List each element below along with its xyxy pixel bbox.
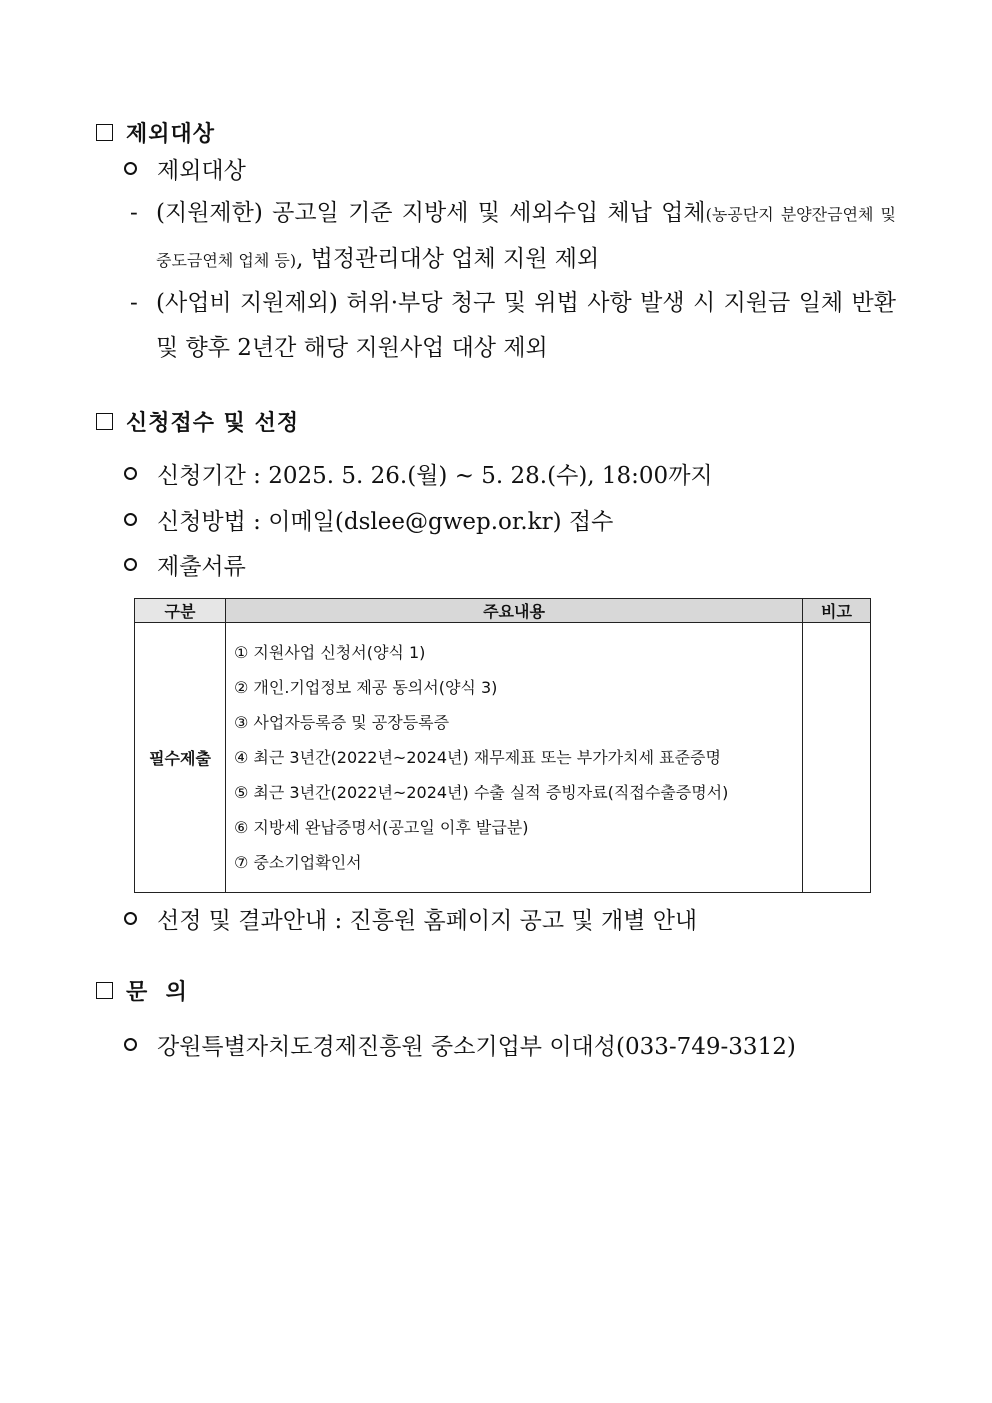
square-bullet-icon [96,124,113,141]
dash-text: (지원제한) 공고일 기준 지방세 및 세외수입 체납 업체 [156,200,706,226]
bullet-text: 신청방법 : 이메일(dslee@gwep.or.kr) 접수 [157,509,614,535]
document-item: ① 지원사업 신청서(양식 1) [234,643,426,662]
document-item: ⑥ 지방세 완납증명서(공고일 이후 발급분) [234,818,529,837]
section-title: 문 의 [126,980,188,1005]
bullet-documents [124,548,246,581]
dash-marker: - [130,290,138,316]
section-exclusion-heading [96,117,215,148]
document-item: ③ 사업자등록증 및 공장등록증 [234,713,450,732]
bullet-text: 선정 및 결과안내 : 진흥원 홈페이지 공고 및 개별 안내 [157,908,698,934]
content-cell [226,623,803,893]
bullet-application-period [124,457,713,490]
section-inquiry-heading [96,975,188,1006]
document-item: ⑤ 최근 3년간(2022년~2024년) 수출 실적 증빙자료(직접수출증명서) [234,783,729,802]
bullet-contact [124,1028,796,1061]
col-header-content: 주요내용 [226,599,803,623]
dash-text: (사업비 지원제외) 허위·부당 청구 및 위법 사항 발생 시 지원금 일체 반환 및 향후 2년간 해당 지원사업 대상 제외 [156,290,896,361]
bullet-text: 신청기간 : 2025. 5. 26.(월) ~ 5. 28.(수), 18:00까지 [157,463,713,489]
section-title: 제외대상 [126,122,216,147]
bullet-text: 제출서류 [157,554,246,580]
bullet-text: 제외대상 [157,158,246,184]
document-item: ⑦ 중소기업확인서 [234,853,362,872]
square-bullet-icon [96,982,113,999]
bullet-application-method [124,503,613,536]
documents-table [134,598,871,893]
circle-bullet-icon [124,513,137,526]
document-item: ② 개인.기업정보 제공 동의서(양식 3) [234,678,498,697]
col-header-category: 구분 [135,599,226,623]
col-header-note: 비고 [803,599,871,623]
dash-small-note: (농공단지 분양잔금연체 및 중도금연체 업체 등) [156,205,896,270]
note-cell [803,623,871,893]
circle-bullet-icon [124,912,137,925]
square-bullet-icon [96,413,113,430]
dash-item-support-limit [130,191,896,283]
circle-bullet-icon [124,467,137,480]
bullet-text: 강원특별자치도경제진흥원 중소기업부 이대성(033-749-3312) [157,1034,796,1060]
circle-bullet-icon [124,558,137,571]
section-application-heading [96,406,299,437]
document-item: ④ 최근 3년간(2022년~2024년) 재무제표 또는 부가가치세 표준증명 [234,748,721,767]
table-header-row [135,599,871,623]
dash-item-cost-exclusion [130,281,896,371]
category-cell: 필수제출 [135,623,226,893]
bullet-selection-result [124,902,697,935]
bullet-exclusion [124,152,246,185]
dash-text-tail: , 법정관리대상 업체 지원 제외 [296,246,600,272]
dash-marker: - [130,200,138,226]
table-row [135,623,871,893]
circle-bullet-icon [124,162,137,175]
section-title: 신청접수 및 선정 [126,411,300,436]
circle-bullet-icon [124,1038,137,1051]
